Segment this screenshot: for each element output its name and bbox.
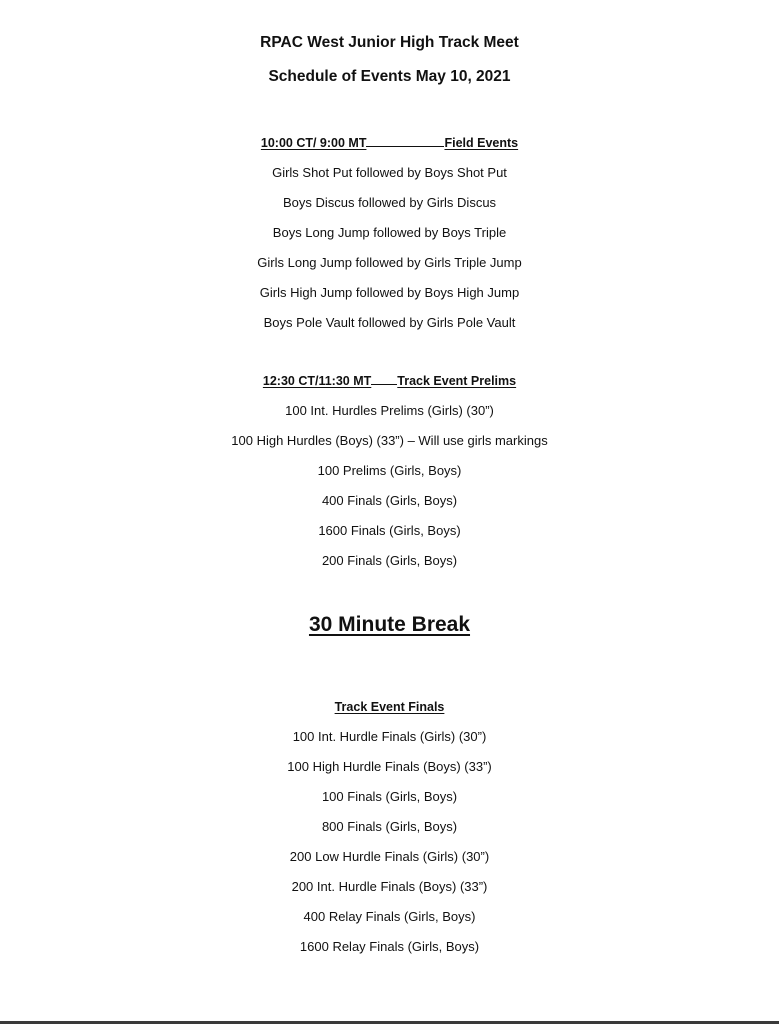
- document-title: RPAC West Junior High Track Meet: [260, 34, 519, 51]
- list-item: 800 Finals (Girls, Boys): [321, 819, 458, 834]
- list-item: Girls High Jump followed by Boys High Jump: [259, 285, 520, 300]
- document-subtitle: Schedule of Events May 10, 2021: [268, 68, 511, 85]
- list-item: 400 Finals (Girls, Boys): [321, 493, 458, 508]
- break-label: 30 Minute Break: [308, 613, 471, 636]
- list-item: Boys Long Jump followed by Boys Triple: [272, 225, 507, 240]
- list-item: 1600 Relay Finals (Girls, Boys): [299, 939, 480, 954]
- list-item: 100 Int. Hurdles Prelims (Girls) (30”): [285, 403, 494, 418]
- list-item: Boys Pole Vault followed by Girls Pole Vault: [263, 315, 516, 330]
- list-item: 100 High Hurdles (Boys) (33”) – Will use girls markings: [231, 433, 548, 448]
- list-item: 100 Int. Hurdle Finals (Girls) (30”): [292, 729, 487, 744]
- list-item: 100 Prelims (Girls, Boys): [317, 463, 462, 478]
- list-item: 100 High Hurdle Finals (Boys) (33”): [287, 759, 492, 774]
- section-header-track-finals: [0, 698, 779, 716]
- section-label: Track Event Prelims: [397, 374, 517, 388]
- section-header-track-prelims: [0, 372, 779, 390]
- list-item: 200 Finals (Girls, Boys): [321, 553, 458, 568]
- section-header-field-events: [0, 134, 779, 152]
- section-time: 12:30 CT/11:30 MT: [262, 374, 372, 388]
- list-item: 400 Relay Finals (Girls, Boys): [303, 909, 476, 924]
- list-item: 200 Low Hurdle Finals (Girls) (30”): [289, 849, 490, 864]
- list-item: 200 Int. Hurdle Finals (Boys) (33”): [291, 879, 488, 894]
- list-item: Boys Discus followed by Girls Discus: [282, 195, 497, 210]
- break-heading: [0, 611, 779, 639]
- section-label: Field Events: [444, 136, 519, 150]
- list-item: Girls Shot Put followed by Boys Shot Put: [272, 165, 507, 180]
- section-label: Track Event Finals: [334, 700, 445, 714]
- header-underline: [366, 134, 444, 147]
- header-underline: [371, 372, 397, 385]
- list-item: 100 Finals (Girls, Boys): [321, 789, 458, 804]
- list-item: Girls Long Jump followed by Girls Triple Jump: [257, 255, 522, 270]
- section-time: 10:00 CT/ 9:00 MT: [260, 136, 367, 150]
- list-item: 1600 Finals (Girls, Boys): [318, 523, 461, 538]
